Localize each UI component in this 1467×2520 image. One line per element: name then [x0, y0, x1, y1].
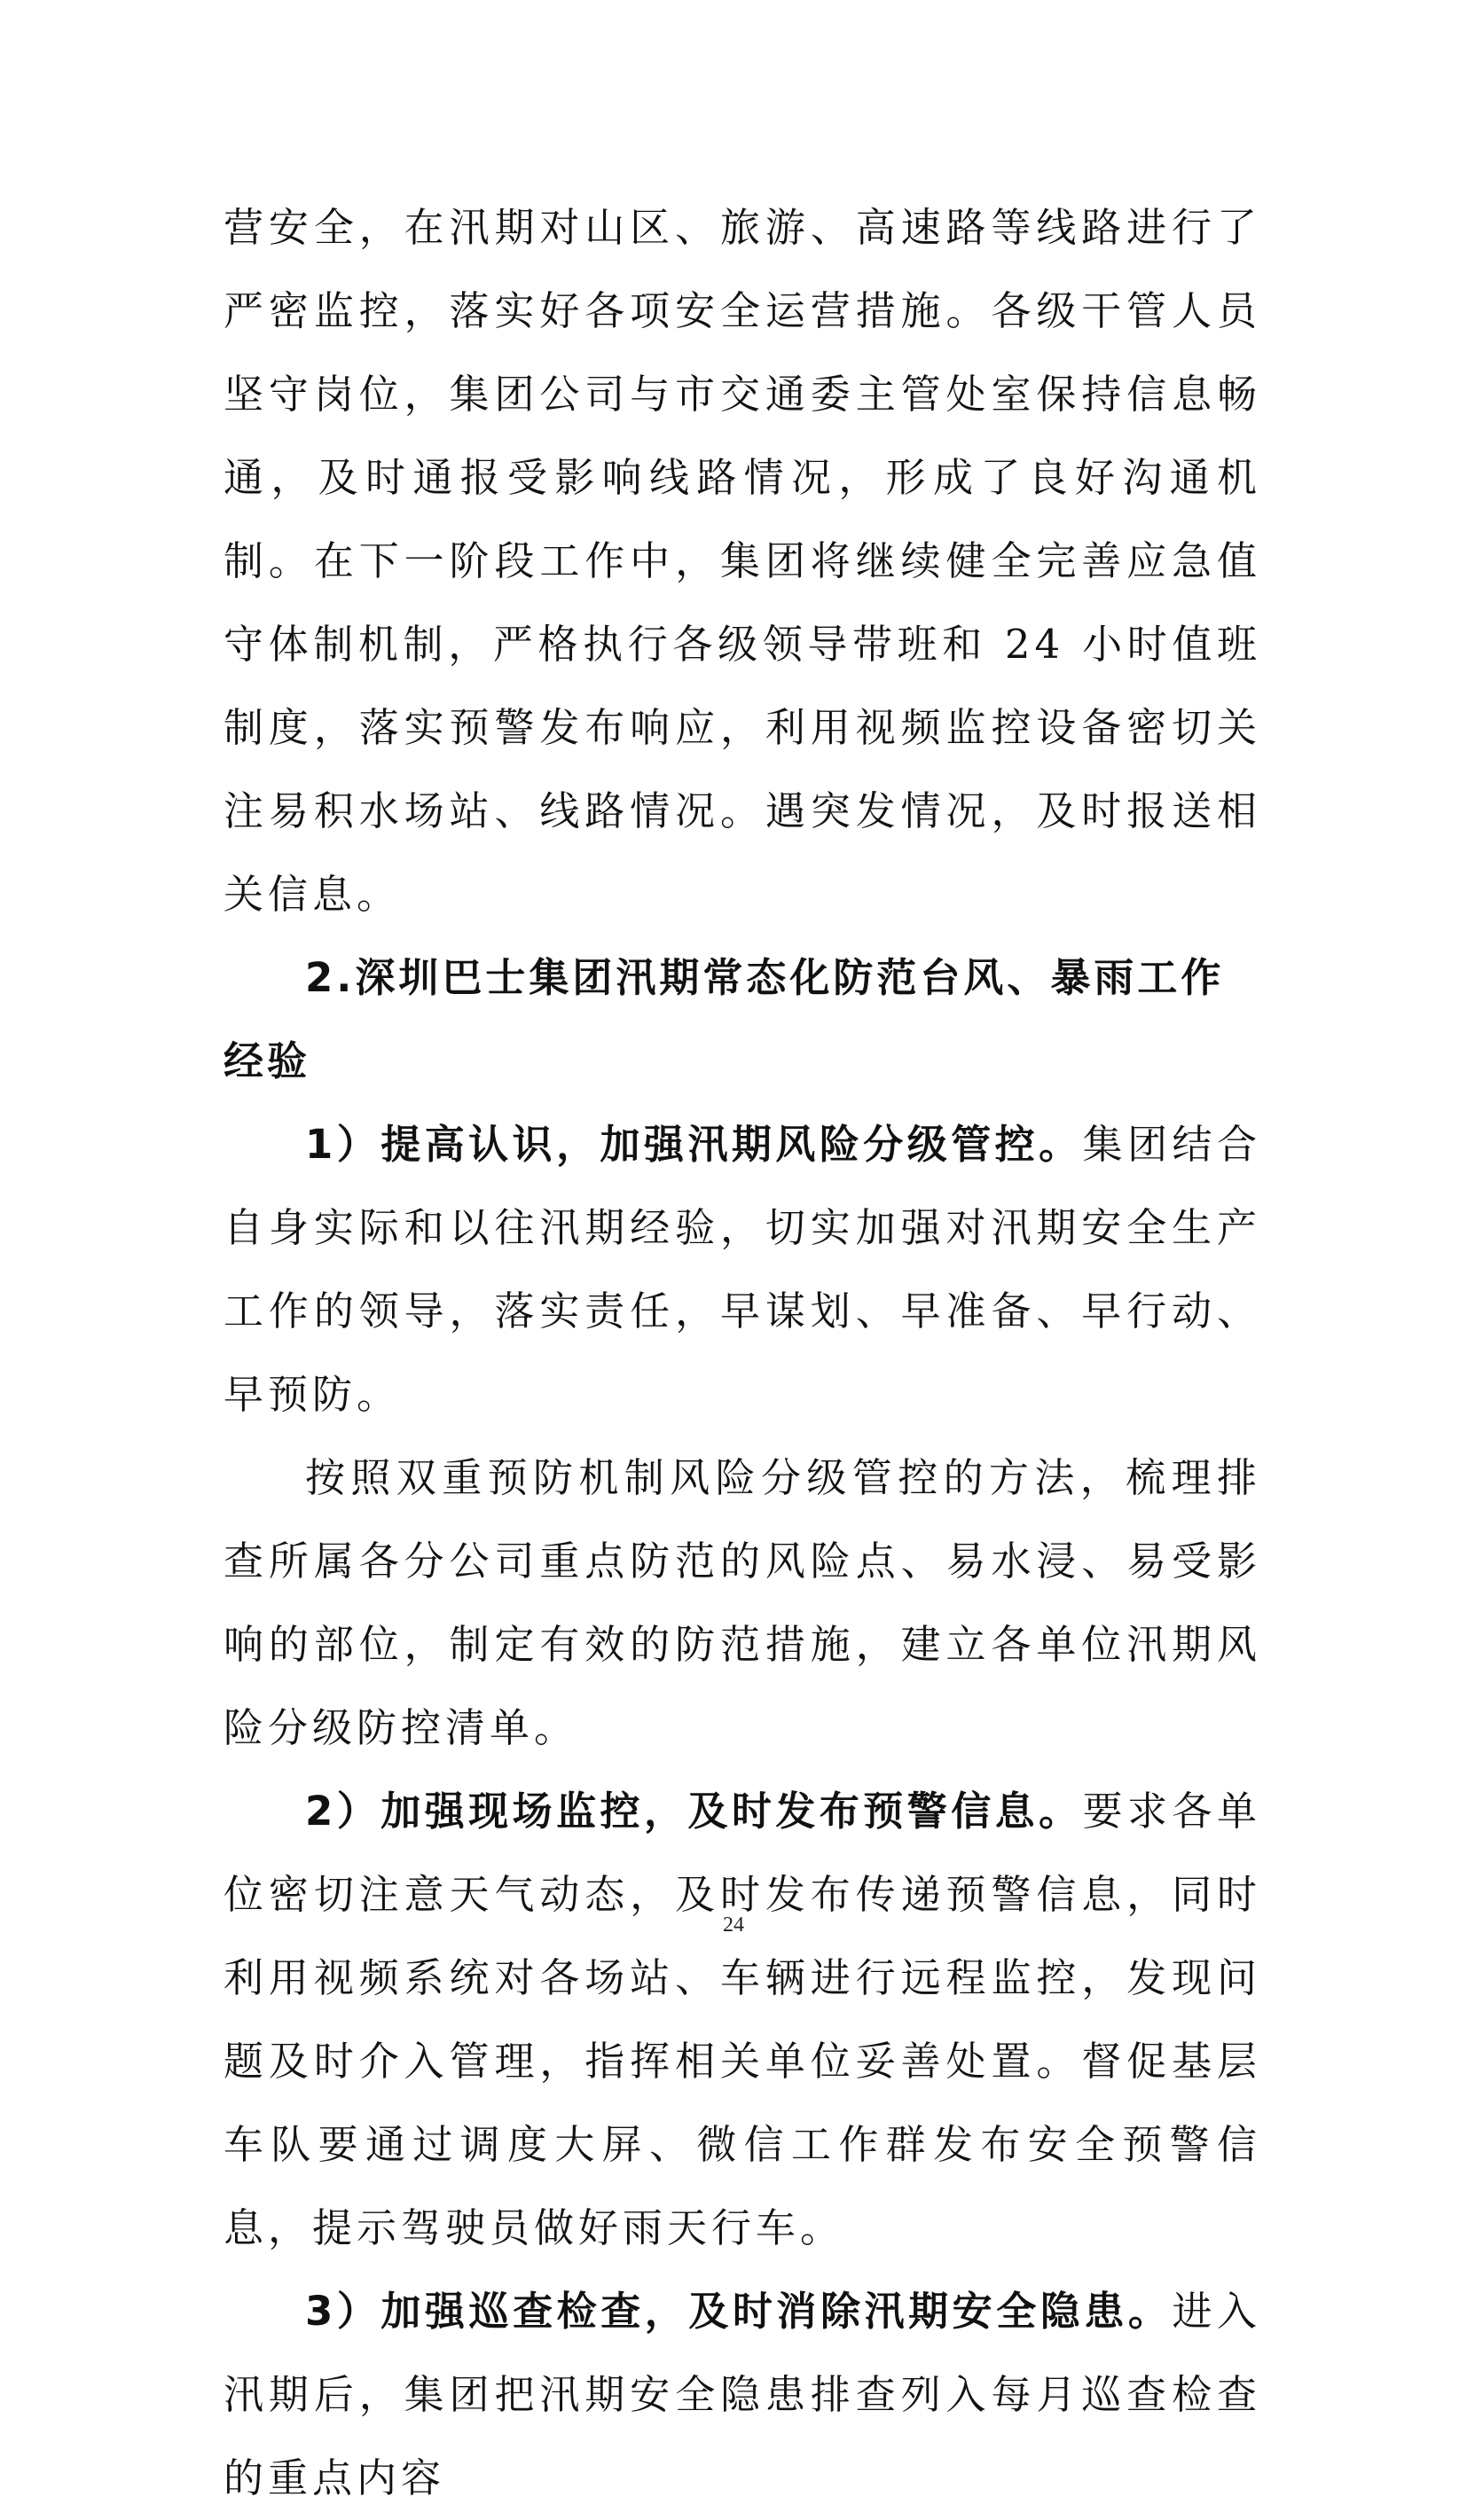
paragraph-monitoring — [224, 1770, 1261, 2270]
page-number: 24 — [723, 1913, 744, 1937]
paragraph-risk-control — [224, 1103, 1261, 1436]
paragraph-text: 进入汛期后，集团把汛期安全隐患排查列入每月巡查检查的重点内容 — [224, 2288, 1261, 2501]
section-heading — [224, 936, 1261, 1103]
paragraph-lead: 3）加强巡查检查，及时消除汛期安全隐患。 — [305, 2288, 1173, 2335]
paragraph-inspection — [224, 2270, 1261, 2520]
paragraph-lead: 2）加强现场监控，及时发布预警信息。 — [305, 1788, 1083, 1835]
document-body — [224, 186, 1261, 2520]
paragraph-lead: 1）提高认识，加强汛期风险分级管控。 — [305, 1121, 1083, 1168]
paragraph-text: 营安全，在汛期对山区、旅游、高速路等线路进行了严密监控，落实好各项安全运营措施。各级干管人员坚守岗位，集团公司与市交通委主管处室保持信息畅通，及时通报受影响线路情况，形成了良好沟通机制。在下一阶段工作中，集团将继续健全完善应急值守体制机制，严格执行各级领导带班和 24 小时值班制度，落实预警发布响应，利用视频监控设备密切关注易积水场站、线路情况。遇突发情况，及时报送相关信息。 — [224, 204, 1261, 918]
section-heading-text: 2.深圳巴士集团汛期常态化防范台风、暴雨工作经验 — [224, 954, 1225, 1084]
paragraph-text: 要求各单位密切注意天气动态，及时发布传递预警信息，同时利用视频系统对各场站、车辆进行远程监控，发现问题及时介入管理，指挥相关单位妥善处置。督促基层车队要通过调度大屏、微信工作群发布安全预警信息，提示驾驶员做好雨天行车。 — [224, 1788, 1261, 2251]
paragraph-text: 按照双重预防机制风险分级管控的方法，梳理排查所属各分公司重点防范的风险点、易水浸、易受影响的部位，制定有效的防范措施，建立各单位汛期风险分级防控清单。 — [224, 1454, 1261, 1751]
paragraph-dual-prevention — [224, 1436, 1261, 1770]
paragraph-continued — [224, 186, 1261, 936]
paragraph-text: 集团结合自身实际和以往汛期经验，切实加强对汛期安全生产工作的领导，落实责任，早谋划、早准备、早行动、早预防。 — [224, 1121, 1261, 1418]
